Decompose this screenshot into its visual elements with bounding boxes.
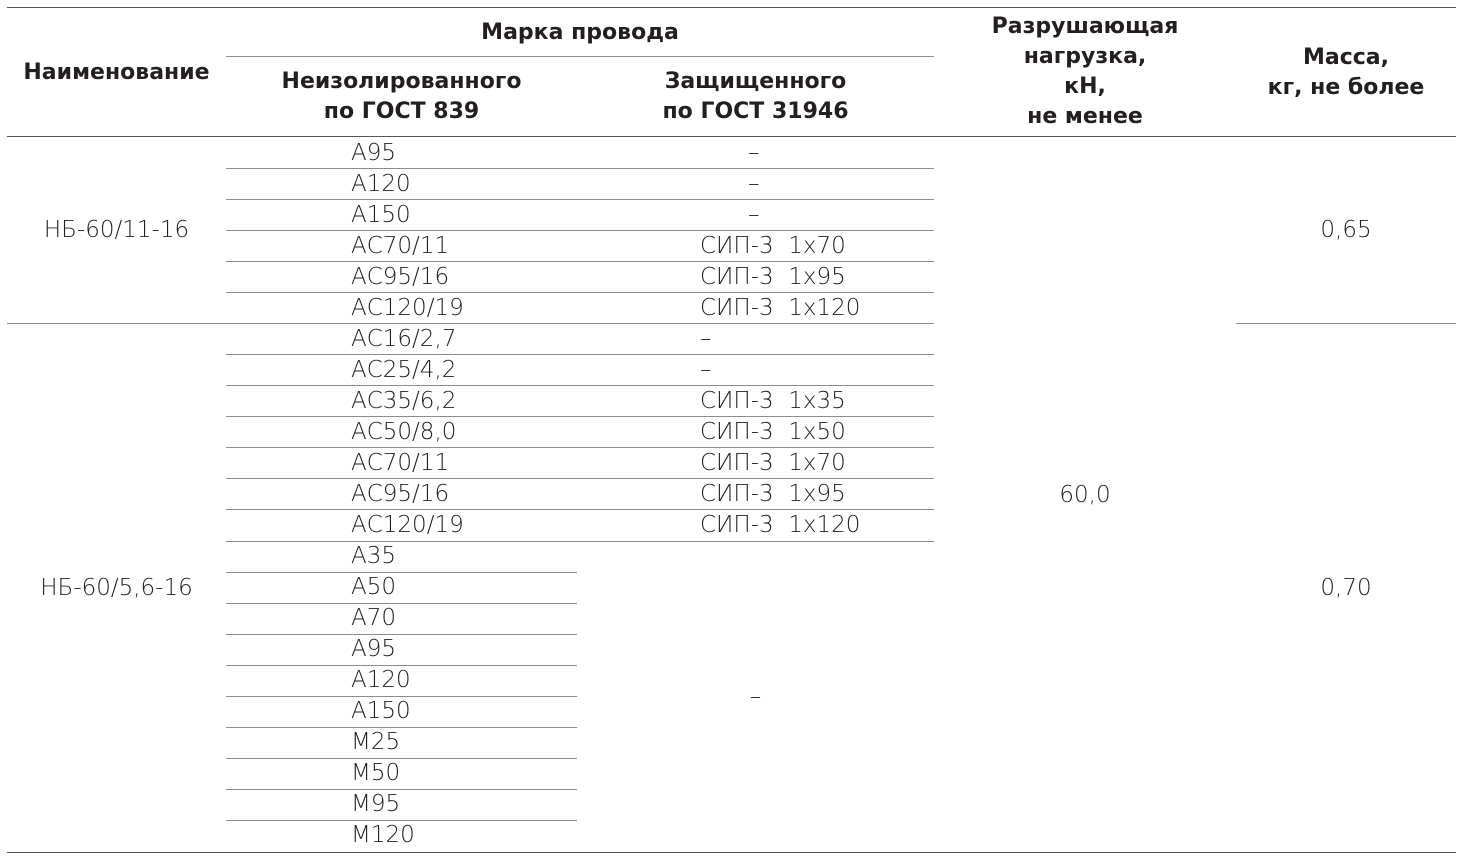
row-separator [226, 541, 934, 542]
header-name: Наименование [23, 60, 210, 85]
no-protected-wire-mark: – [749, 684, 762, 710]
g2-bare-0: АС16/2,7 [351, 326, 457, 352]
header-uninsulated-line2: по ГОСТ 839 [323, 99, 480, 124]
g2-bare-13: М25 [351, 729, 401, 755]
row-separator [226, 727, 577, 728]
row-separator [226, 634, 577, 635]
g2-prot-2: СИП-3 1х35 [700, 388, 846, 414]
row-separator [226, 199, 934, 200]
g2-bare-2: АС35/6,2 [351, 388, 457, 414]
g1-bare-4: АС95/16 [351, 264, 450, 290]
group1-mass: 0,65 [1320, 217, 1372, 243]
g1-prot-5: СИП-3 1х120 [700, 295, 861, 321]
g1-prot-3: СИП-3 1х70 [700, 233, 846, 259]
header-protected-line2: по ГОСТ 31946 [662, 99, 849, 124]
g2-bare-7: А35 [351, 543, 397, 569]
wire-brand-underline [226, 56, 934, 57]
header-wire-brand: Марка провода [481, 20, 679, 45]
g2-bare-15: М95 [351, 791, 401, 817]
g1-prot-4: СИП-3 1х95 [700, 264, 846, 290]
row-separator [226, 572, 577, 573]
row-separator [226, 603, 577, 604]
header-mass [1236, 43, 1456, 103]
g2-prot-6: СИП-3 1х120 [700, 512, 861, 538]
g2-bare-12: А150 [351, 698, 411, 724]
header-protected [577, 67, 934, 127]
header-breaking-load [934, 12, 1236, 132]
breaking-load-value: 60,0 [1059, 482, 1111, 508]
g1-bare-5: АС120/19 [351, 295, 464, 321]
g1-bare-0: А95 [351, 140, 397, 166]
header-protected-line1: Защищенного [664, 69, 847, 94]
g2-prot-3: СИП-3 1х50 [700, 419, 846, 445]
group1-name: НБ-60/11-16 [43, 217, 190, 243]
group2-mass: 0,70 [1320, 575, 1372, 601]
g2-bare-6: АС120/19 [351, 512, 464, 538]
g2-bare-9: А70 [351, 605, 397, 631]
header-breaking-load-line3: кН, [1064, 74, 1106, 99]
g2-prot-5: СИП-3 1х95 [700, 481, 846, 507]
g2-bare-14: М50 [351, 760, 401, 786]
header-mass-line1: Масса, [1302, 45, 1390, 70]
g1-prot-1: – [748, 171, 760, 197]
header-uninsulated [226, 67, 577, 127]
group2-name: НБ-60/5,6-16 [40, 575, 193, 601]
g2-bare-10: А95 [351, 636, 397, 662]
header-uninsulated-line1: Неизолированного [281, 69, 522, 94]
g2-bare-4: АС70/11 [351, 450, 450, 476]
header-mass-line2: кг, не более [1267, 75, 1425, 100]
g2-bare-11: А120 [351, 667, 411, 693]
g2-bare-5: АС95/16 [351, 481, 450, 507]
g2-bare-1: АС25/4,2 [351, 357, 457, 383]
row-separator [226, 168, 934, 169]
g1-bare-2: А150 [351, 202, 411, 228]
g1-prot-2: – [748, 202, 760, 228]
g2-prot-1: – [700, 357, 712, 383]
g2-bare-8: А50 [351, 574, 397, 600]
header-breaking-load-line2: нагрузка, [1023, 44, 1147, 69]
header-bottom-border [7, 136, 1456, 137]
header-breaking-load-line4: не менее [1027, 104, 1143, 129]
g1-bare-1: А120 [351, 171, 411, 197]
table-top-border [7, 7, 1456, 8]
g2-bare-16: М120 [351, 822, 415, 848]
row-separator [226, 789, 577, 790]
table-bottom-border [7, 852, 1456, 853]
header-breaking-load-line1: Разрушающая [991, 14, 1179, 39]
g2-prot-4: СИП-3 1х70 [700, 450, 846, 476]
g2-prot-0: – [700, 326, 712, 352]
mass-separator [1236, 323, 1456, 324]
row-separator [226, 758, 577, 759]
g1-prot-0: – [748, 140, 760, 166]
g2-bare-3: АС50/8,0 [351, 419, 457, 445]
row-separator [226, 354, 934, 355]
g1-bare-3: АС70/11 [351, 233, 450, 259]
